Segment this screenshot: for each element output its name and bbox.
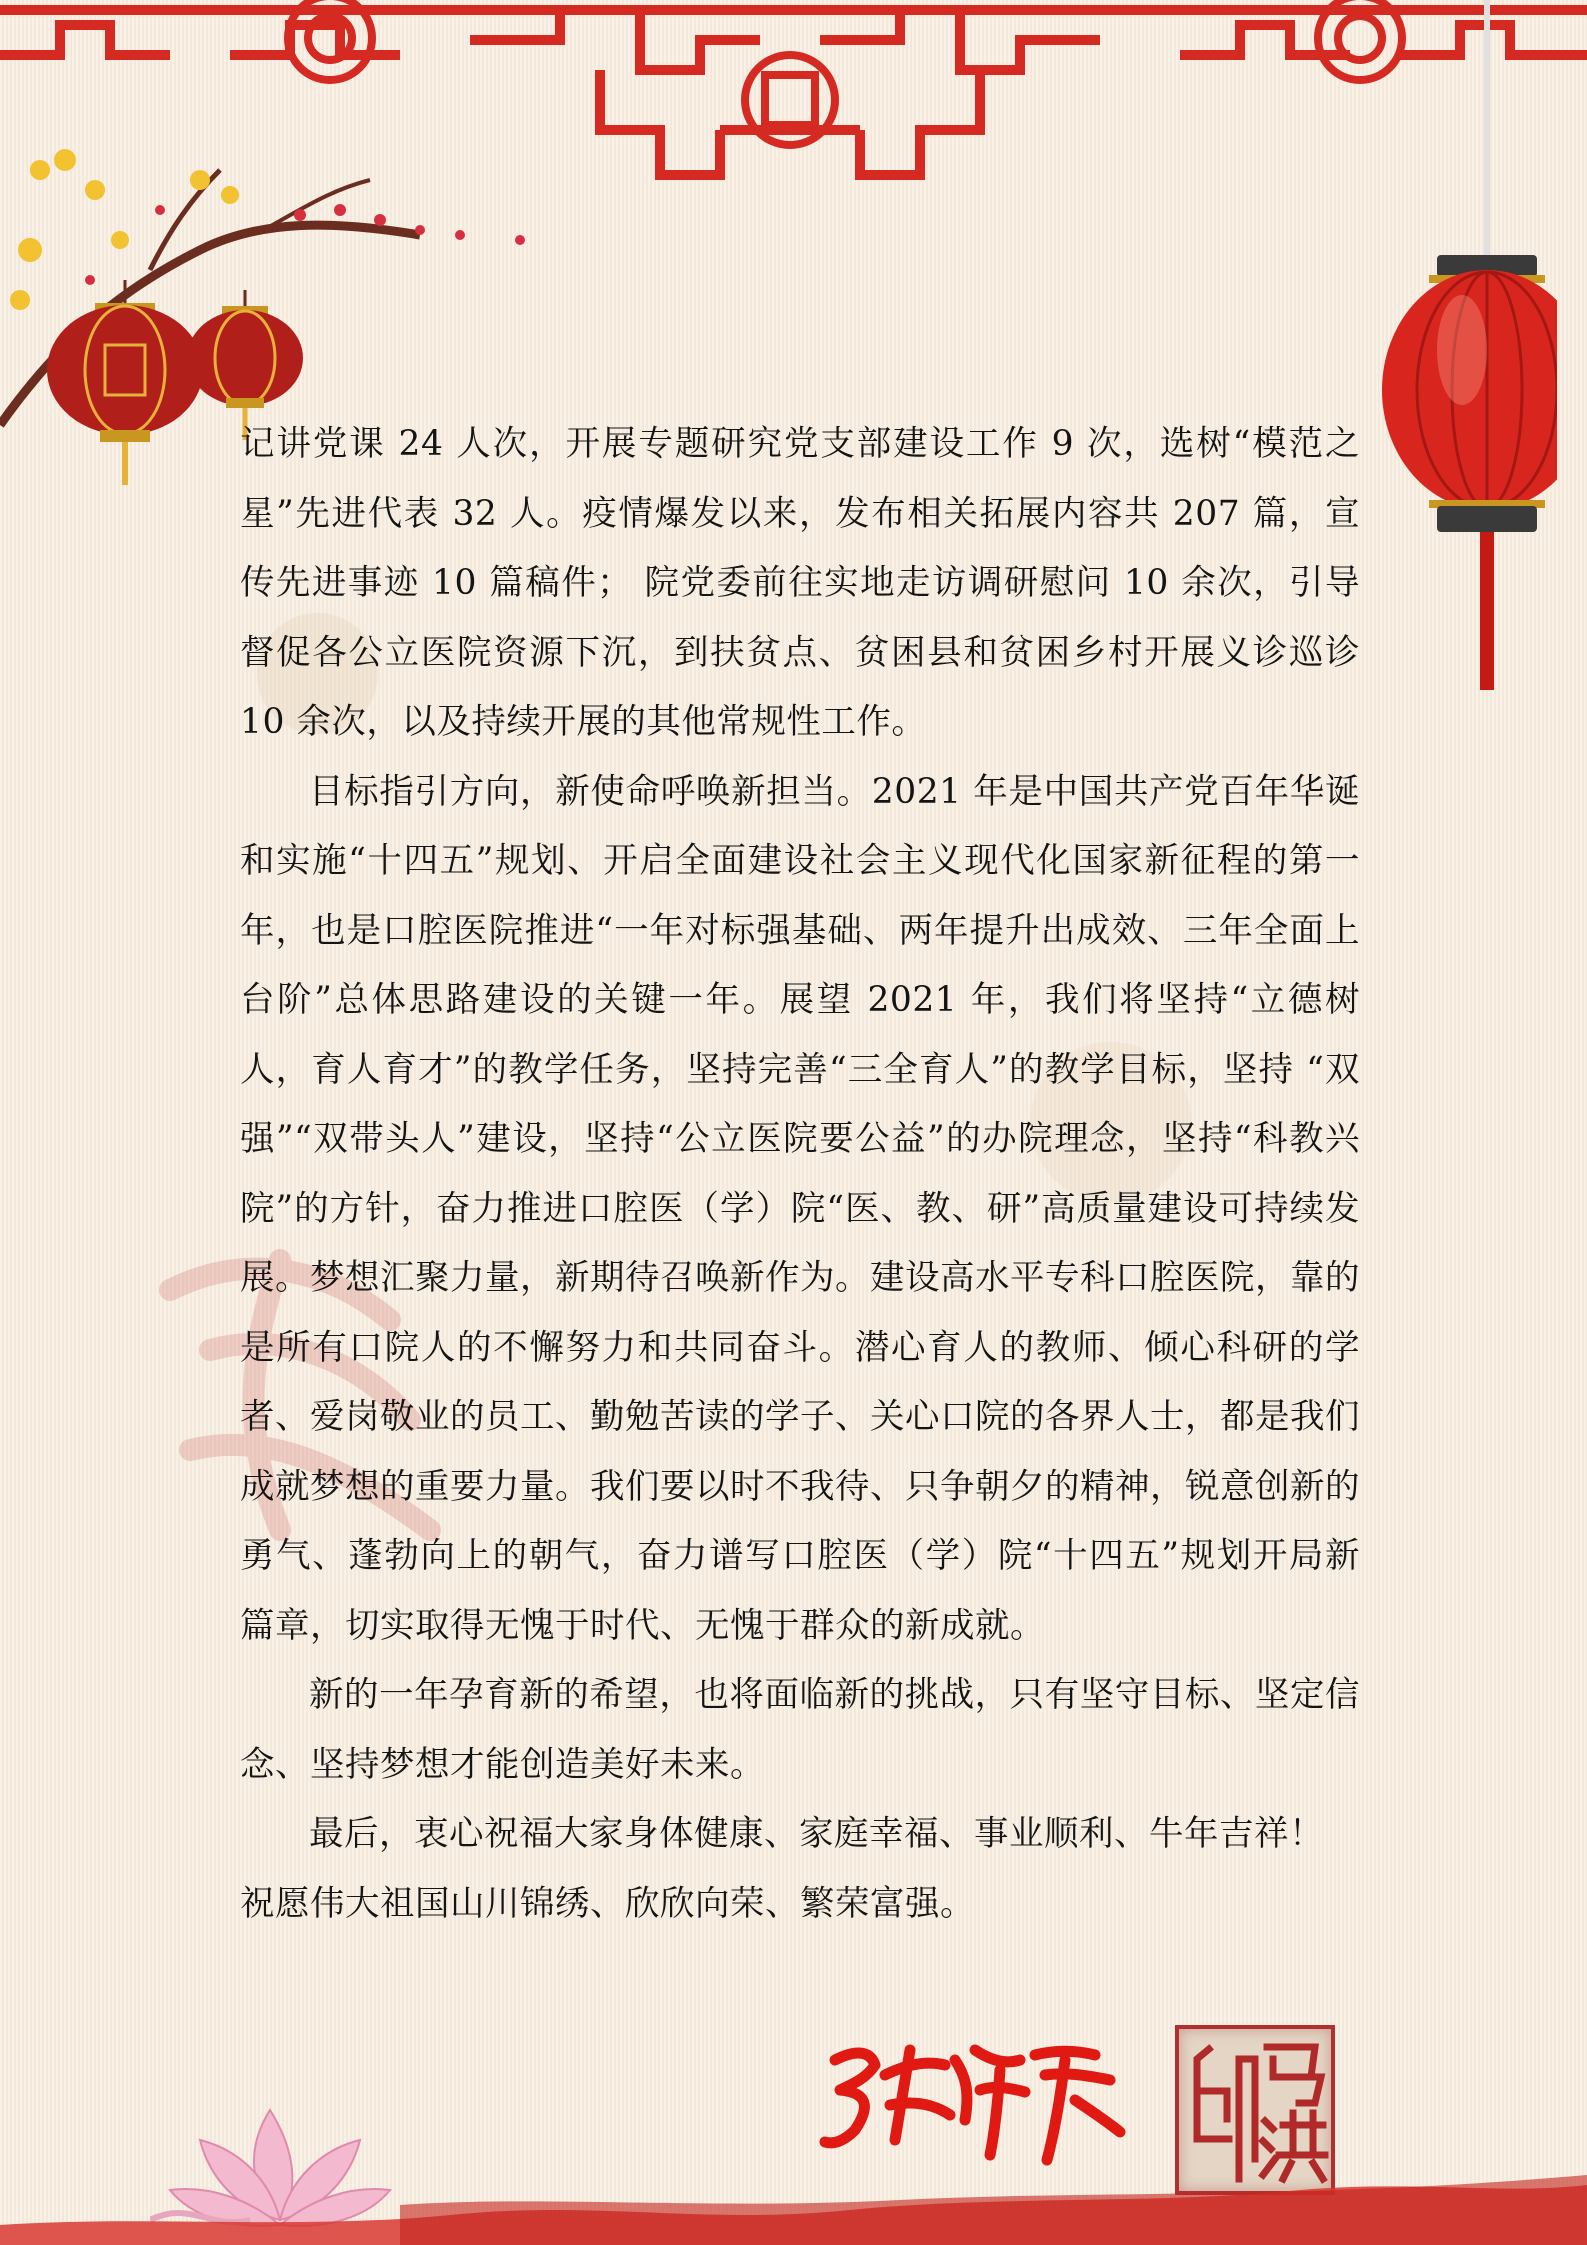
paragraph-1: 记讲党课 24 人次，开展专题研究党支部建设工作 9 次，选树“模范之星”先进代表 32 人。疫情爆发以来，发布相关拓展内容共 207 篇，宣传先进事迹 10 篇稿件； 院党委前往实地走访调研慰问 10 余次，引导督促各公立医院资源下沉，到扶贫点、贫困县和贫困乡村开展义诊巡诊 10 余次，以及持续开展的其他常规性工作。 xyxy=(240,424,1360,742)
paragraph-2: 目标指引方向，新使命呼唤新担当。2021 年是中国共产党百年华诞和实施“十四五”规划、开启全面建设社会主义现代化国家新征程的第一年，也是口腔医院推进“一年对标强基础、两年提升出成效、三年全面上台阶”总体思路建设的关键一年。展望 2021 年，我们将坚持“立德树人，育人育才”的教学任务，坚持完善“三全育人”的教学目标，坚持 “双强”“双带头人”建设，坚持“公立医院要公益”的办院理念，坚持“科教兴院”的方针，奋力推进口腔医（学）院“医、教、研”高质量建设可持续发展。梦想汇聚力量，新期待召唤新作为。建设高水平专科口腔医院，靠的是所有口院人的不懈努力和共同奋斗。潜心育人的教师、倾心科研的学者、爱岗敬业的员工、勤勉苦读的学子、关心口院的各界人士，都是我们成就梦想的重要力量。我们要以时不我待、只争朝夕的精神，锐意创新的勇气、蓬勃向上的朝气，奋力谱写口腔医（学）院“十四五”规划开局新篇章，切实取得无愧于时代、无愧于群众的新成就。 xyxy=(240,771,1360,1646)
small-lantern-icon xyxy=(47,280,203,485)
paragraph-4: 最后，衷心祝福大家身体健康、家庭幸福、事业顺利、牛年吉祥！ xyxy=(309,1814,1324,1854)
letter-body xyxy=(240,410,1360,1939)
paragraph-5: 祝愿伟大祖国山川锦绣、欣欣向荣、繁荣富强。 xyxy=(240,1883,975,1924)
red-lantern xyxy=(1367,0,1557,700)
paragraph-3: 新的一年孕育新的希望，也将面临新的挑战，只有坚守目标、坚定信念、坚持梦想才能创造美好未来。 xyxy=(240,1675,1360,1785)
red-ink-wash xyxy=(0,2105,1587,2245)
